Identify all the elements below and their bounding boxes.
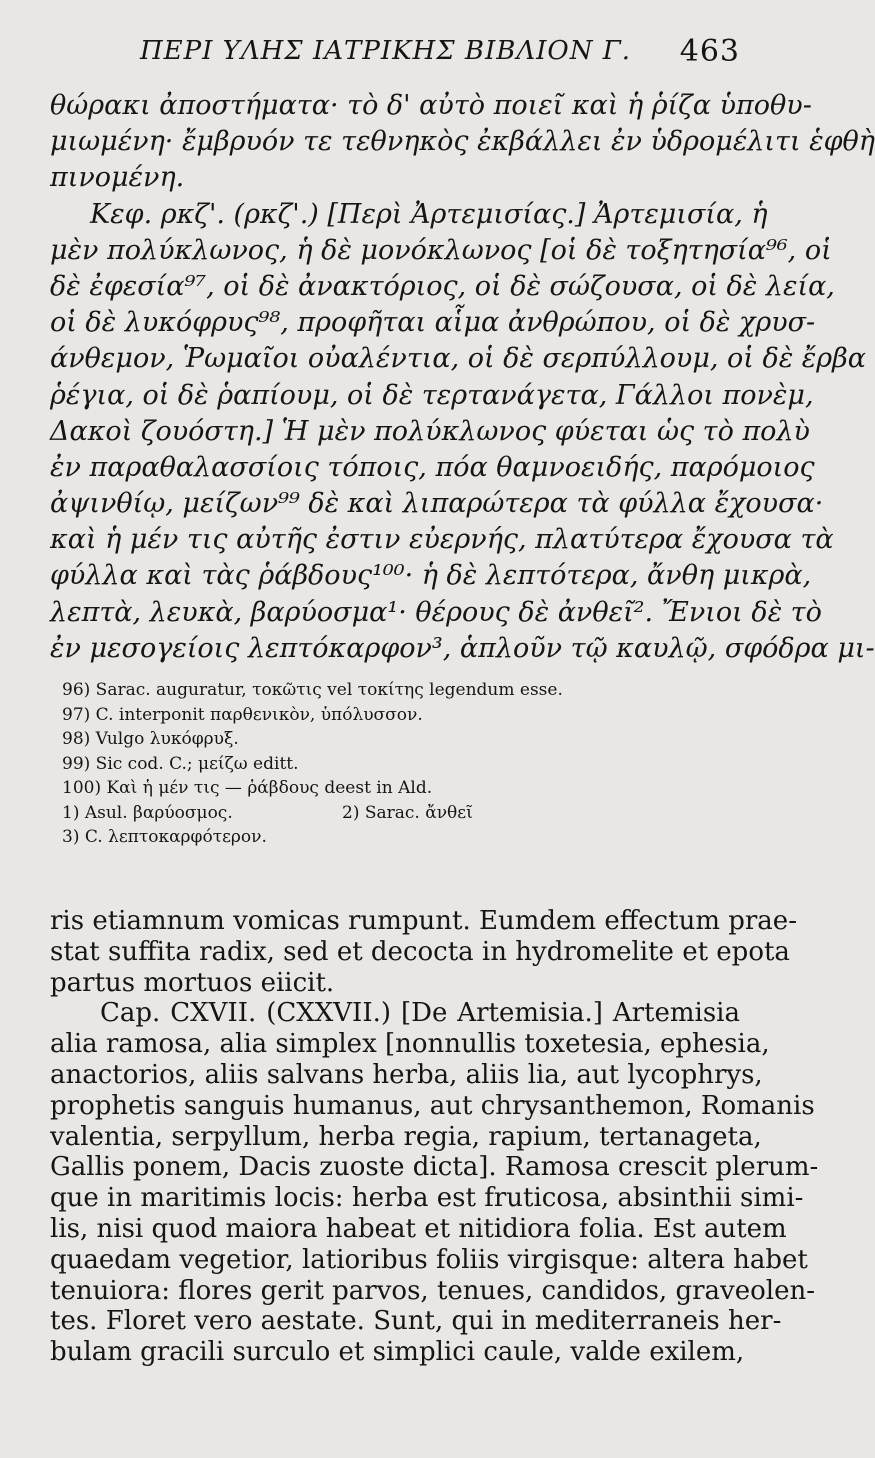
greek-line: φύλλα καὶ τὰς ῥάβδους¹⁰⁰· ἡ δὲ λεπτότερα, ἄνθη μικρὰ, [50,560,812,592]
footnote-99: 99) Sic cod. C.; μείζω editt. [62,753,299,774]
greek-line: καὶ ἡ μέν τις αὐτῆς ἐστιν εὐερνής, πλατύτερα ἔχουσα τὰ [50,524,834,556]
latin-line: partus mortuos eiicit. [50,967,335,998]
latin-line: bulam gracili surculo et simplici caule, valde exilem, [50,1337,745,1368]
page-number: 463 [679,34,740,69]
greek-line: μιωμένη· ἔμβρυόν τε τεθνηκὸς ἐκβάλλει ἐν ὑδρομέλιτι ἑφθὴ [50,126,875,158]
footnote-row [62,801,622,826]
footnote-3: 3) C. λεπτοκαρφότερον. [62,827,267,847]
latin-line: Cap. CXVII. (CXXVII.) [De Artemisia.] Artemisia [100,998,740,1029]
running-header [130,30,740,78]
greek-line: δὲ ἐφεσία⁹⁷, οἱ δὲ ἀνακτόριος, οἱ δὲ σώζουσα, οἱ δὲ λεία, [50,270,835,302]
latin-line: prophetis sanguis humanus, aut chrysanthemon, Romanis [50,1090,815,1121]
greek-line: ῥέγια, οἱ δὲ ῥαπίουμ, οἱ δὲ τερτανάγετα, Γάλλοι πονὲμ, [50,379,814,411]
latin-line: tenuiora: flores gerit parvos, tenues, candidos, graveolen- [50,1275,815,1306]
greek-line: ἀψινθίῳ, μείζων⁹⁹ δὲ καὶ λιπαρώτερα τὰ φύλλα ἔχουσα· [50,488,824,520]
latin-line: anactorios, aliis salvans herba, aliis lia, aut lycophrys, [50,1059,763,1090]
footnote-1: 1) Asul. βαρύοσμος. [62,802,233,823]
latin-line: tes. Floret vero aestate. Sunt, qui in mediterraneis her- [50,1306,782,1337]
footnotes [62,678,622,850]
latin-line: ris etiamnum vomicas rumpunt. Eumdem effectum prae- [50,906,797,936]
running-title: ΠΕΡΙ ΥΛΗΣ ΙΑΤΡΙΚΗΣ ΒΙΒΛΙΟΝ Γ. [140,36,632,66]
footnote-97: 97) C. interponit παρθενικὸν, ὑπόλυσσον. [62,704,423,725]
latin-text-block [50,906,819,1368]
greek-line: ἐν παραθαλασσίοις τόποις, πόα θαμνοειδής, παρόμοιος [50,451,815,483]
footnote-96: 96) Sarac. auguratur, τοκῶτις vel τοκίτης legendum esse. [62,680,563,700]
greek-line: ἐν μεσογείοις λεπτόκαρφον³, ἁπλοῦν τῷ καυλῷ, σφόδρα μι- [50,632,875,664]
greek-text-block [50,88,875,667]
greek-line: άνθεμον, Ῥωμαῖοι οὐαλέντια, οἱ δὲ σερπύλλουμ, οἱ δὲ ἔρβα [50,343,867,375]
latin-line: que in maritimis locis: herba est fruticosa, absinthii simi- [50,1183,804,1214]
latin-line: valentia, serpyllum, herba regia, rapium, tertanageta, [50,1121,762,1152]
greek-line: πινομένη. [50,162,185,194]
latin-line: alia ramosa, alia simplex [nonnullis toxetesia, ephesia, [50,1029,770,1060]
greek-line: Κεφ. ρκζ'. (ρκζ'.) [Περὶ Ἀρτεμισίας.] Ἀρτεμισία, ἡ [90,198,768,230]
latin-line: quaedam vegetior, latioribus foliis virgisque: altera habet [50,1244,808,1275]
latin-line: lis, nisi quod maiora habeat et nitidiora folia. Est autem [50,1213,787,1244]
latin-line: Gallis ponem, Dacis zuoste dicta]. Ramosa crescit plerum- [50,1152,819,1183]
footnote-98: 98) Vulgo λυκόφρυξ. [62,729,239,749]
greek-line: οἱ δὲ λυκόφρυς⁹⁸, προφῆται αἷμα ἀνθρώπου, οἱ δὲ χρυσ- [50,307,816,339]
greek-line: λεπτὰ, λευκὰ, βαρύοσμα¹· θέρους δὲ ἀνθεῖ². Ἔνιοι δὲ τὸ [50,596,822,628]
footnote-100: 100) Καὶ ἡ μέν τις — ῥάβδους deest in Ald. [62,778,433,798]
greek-line: Δακοὶ ζουόστη.] Ἡ μὲν πολύκλωνος φύεται ὡς τὸ πολὺ [50,415,810,447]
footnote-2: 2) Sarac. ἄνθεῖ [342,802,473,823]
latin-line: stat suffita radix, sed et decocta in hydromelite et epota [50,936,790,967]
greek-line: μὲν πολύκλωνος, ἡ δὲ μονόκλωνος [οἱ δὲ τοξητησία⁹⁶, οἱ [50,234,832,266]
greek-line: θώρακι ἀποστήματα· τὸ δ' αὐτὸ ποιεῖ καὶ ἡ ῥίζα ὑποθυ- [50,90,812,121]
